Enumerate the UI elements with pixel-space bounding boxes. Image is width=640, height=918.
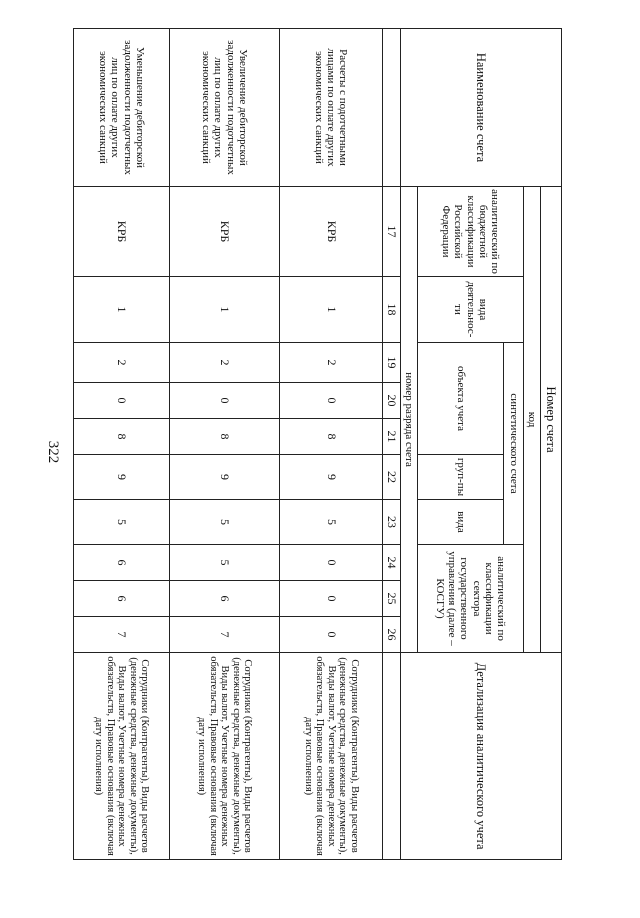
- empty-cell: [383, 653, 401, 860]
- header-budget-classification: аналитический по бюджетной классификации Российской Федерации: [418, 187, 524, 277]
- analytic-detail: Сотрудники (Контрагенты), Виды расчетов (денежные средства, денежные документы), Виды валют, Учетные номера денежных обязательств, Правовые основания (включая дату исполнения): [74, 653, 170, 860]
- cell-c23: 5: [280, 500, 383, 545]
- page-number: 322: [45, 440, 61, 464]
- cell-c22: 9: [170, 455, 280, 500]
- digit-number: 18: [383, 277, 401, 343]
- header-detail: Детализация аналитического учета: [401, 653, 562, 860]
- cell-c20: 0: [74, 383, 170, 419]
- cell-c21: 8: [280, 419, 383, 455]
- header-synthetic: синтетического счета: [504, 343, 524, 545]
- header-code: код: [524, 187, 541, 653]
- cell-c23: 5: [74, 500, 170, 545]
- cell-c19: 2: [74, 343, 170, 383]
- cell-c20: 0: [280, 383, 383, 419]
- cell-c26: 7: [170, 617, 280, 653]
- cell-c26: 0: [280, 617, 383, 653]
- digit-number: 20: [383, 383, 401, 419]
- cell-c17: КРБ: [74, 187, 170, 277]
- rotated-table-container: [74, 28, 562, 859]
- header-group: груп-пы: [418, 455, 504, 500]
- account-name: Увеличение дебиторской задолженности подотчетных лиц по оплате других экономических санкций: [170, 29, 280, 187]
- digit-number: 21: [383, 419, 401, 455]
- digit-number: 26: [383, 617, 401, 653]
- cell-c18: 1: [74, 277, 170, 343]
- table-wrapper: [74, 28, 562, 859]
- digit-number: 22: [383, 455, 401, 500]
- analytic-detail: Сотрудники (Контрагенты), Виды расчетов (денежные средства, денежные документы), Виды валют, Учетные номера денежных обязательств, Правовые основания (включая дату исполнения): [170, 653, 280, 860]
- digit-number: 17: [383, 187, 401, 277]
- cell-c25: 6: [170, 581, 280, 617]
- cell-c21: 8: [74, 419, 170, 455]
- empty-cell: [383, 29, 401, 187]
- header-activity: вида деятельнос-ти: [418, 277, 524, 343]
- cell-c25: 6: [74, 581, 170, 617]
- header-account-name: Наименование счета: [401, 29, 562, 187]
- cell-c23: 5: [170, 500, 280, 545]
- digit-number: 19: [383, 343, 401, 383]
- table-row: [74, 29, 170, 860]
- accounts-table: [73, 28, 562, 860]
- cell-c18: 1: [170, 277, 280, 343]
- cell-c19: 2: [170, 343, 280, 383]
- cell-c17: КРБ: [170, 187, 280, 277]
- table-row: [170, 29, 280, 860]
- cell-c22: 9: [280, 455, 383, 500]
- cell-c24: 5: [170, 545, 280, 581]
- table-row: [280, 29, 383, 860]
- header-kind: вида: [418, 500, 504, 545]
- header-account-number: Номер счета: [541, 187, 562, 653]
- cell-c25: 0: [280, 581, 383, 617]
- cell-c17: КРБ: [280, 187, 383, 277]
- cell-c19: 2: [280, 343, 383, 383]
- account-name: Расчеты с подотчетными лицами по оплате других экономических санкций: [280, 29, 383, 187]
- header-kosgu: аналитический по классификации сектора государственного управления (далее – КОСГУ): [418, 545, 524, 653]
- cell-c20: 0: [170, 383, 280, 419]
- cell-c26: 7: [74, 617, 170, 653]
- cell-c21: 8: [170, 419, 280, 455]
- header-digit-number: номер разряда счета: [401, 187, 418, 653]
- account-name: Уменьшение дебиторской задолженности подотчетных лиц по оплате других экономических санкций: [74, 29, 170, 187]
- header-object: объекта учета: [418, 343, 504, 455]
- analytic-detail: Сотрудники (Контрагенты), Виды расчетов (денежные средства, денежные документы), Виды валют, Учетные номера денежных обязательств, Правовые основания (включая дату исполнения): [280, 653, 383, 860]
- digit-number: 24: [383, 545, 401, 581]
- digit-number: 23: [383, 500, 401, 545]
- cell-c22: 9: [74, 455, 170, 500]
- cell-c24: 6: [74, 545, 170, 581]
- cell-c24: 0: [280, 545, 383, 581]
- cell-c18: 1: [280, 277, 383, 343]
- digit-number: 25: [383, 581, 401, 617]
